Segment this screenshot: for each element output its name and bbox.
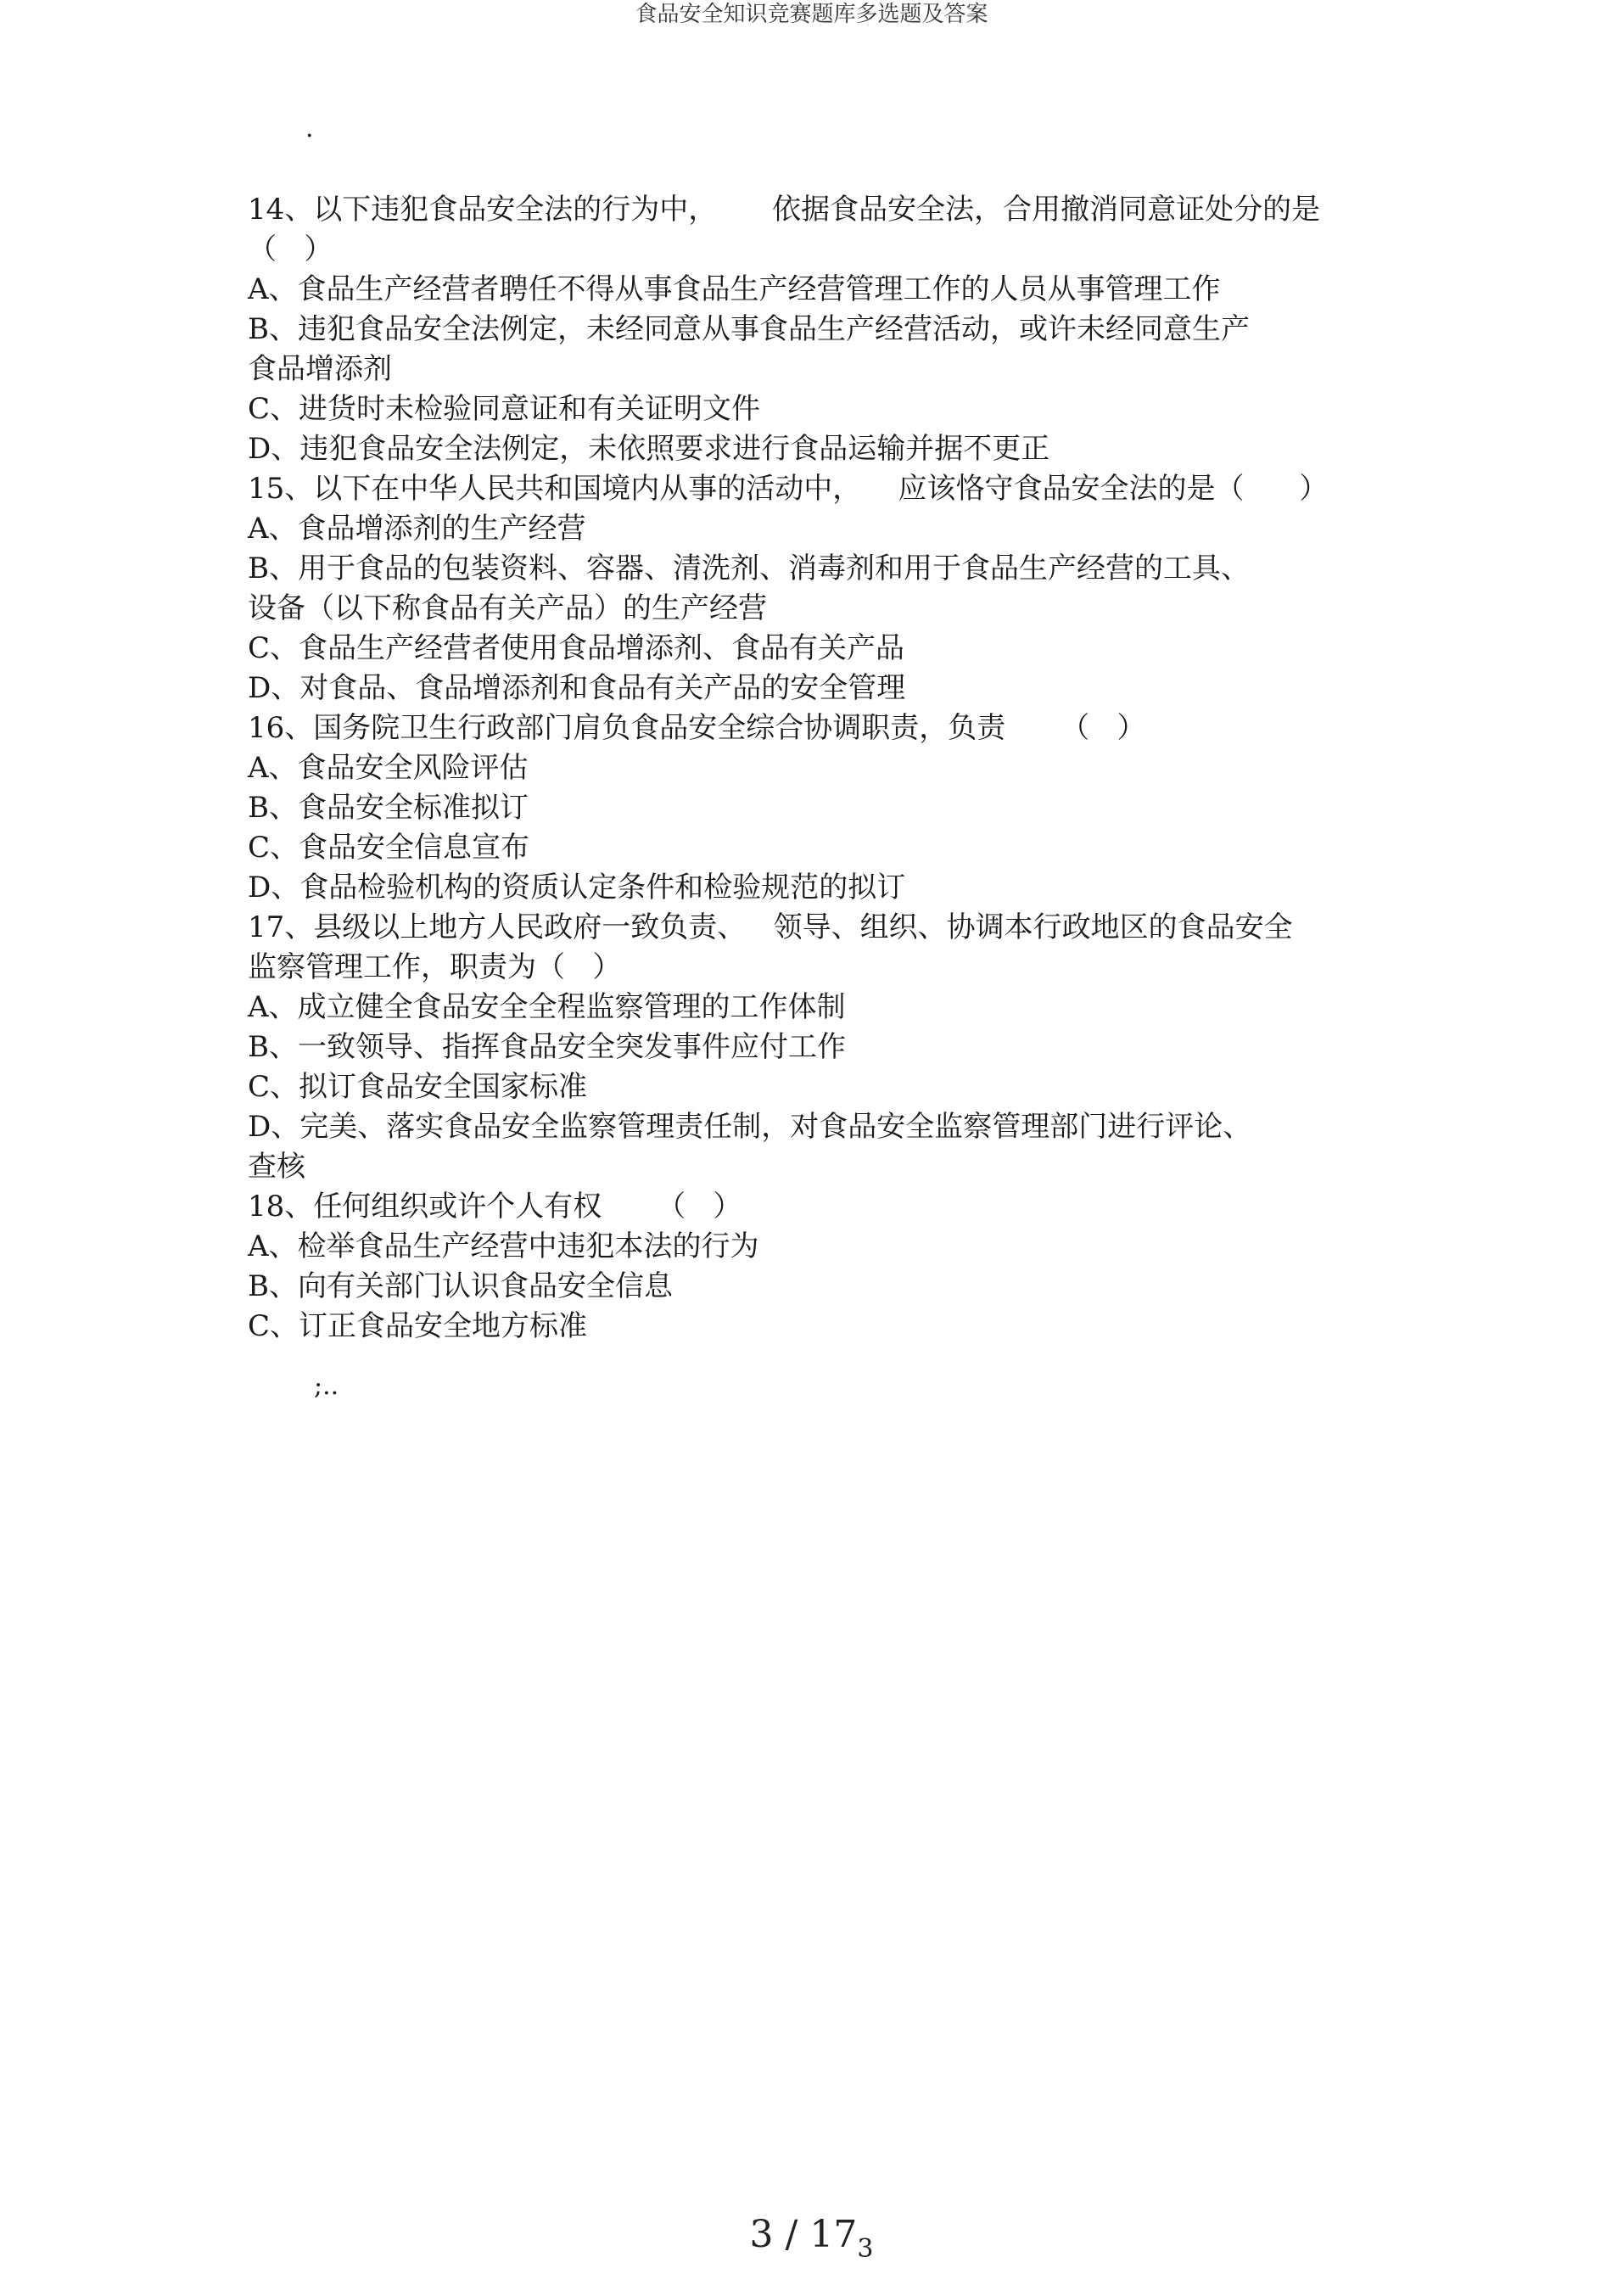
text-line: A、食品生产经营者聘任不得从事食品生产经营管理工作的人员从事管理工作 <box>248 272 1221 306</box>
text-line: C、进货时未检验同意证和有关证明文件 <box>248 392 761 426</box>
text-line: D、完美、落实食品安全监察管理责任制，对食品安全监察管理部门进行评论、 <box>248 1110 1252 1144</box>
text-line: （ ） <box>248 232 333 266</box>
text-line: 15、以下在中华人民共和国境内从事的活动中， 应该恪守食品安全法的是（ ） <box>248 472 1329 506</box>
page-current: 3 <box>749 2213 774 2256</box>
text-line: 16、国务院卫生行政部门肩负食品安全综合协调职责，负责 （ ） <box>248 711 1146 745</box>
text-line: C、食品生产经营者使用食品增添剂、食品有关产品 <box>248 631 905 665</box>
text-line: A、食品增添剂的生产经营 <box>248 512 586 546</box>
text-line: D、违犯食品安全法例定，未依照要求进行食品运输并据不更正 <box>248 432 1050 466</box>
page-total: 17 <box>809 2213 858 2256</box>
text-line: 17、县级以上地方人民政府一致负责、 领导、组织、协调本行政地区的食品安全 <box>248 910 1293 944</box>
top-mark: . <box>305 114 314 143</box>
bottom-mark: ;.. <box>314 1371 339 1401</box>
text-line: B、一致领导、指挥食品安全突发事件应付工作 <box>248 1030 846 1064</box>
document-body <box>248 190 1436 1347</box>
text-line: A、检举食品生产经营中违犯本法的行为 <box>248 1229 759 1263</box>
text-line: A、食品安全风险评估 <box>248 751 529 785</box>
text-line: C、订正食品安全地方标准 <box>248 1309 588 1343</box>
text-line: B、食品安全标准拟订 <box>248 791 529 825</box>
page-separator: / <box>785 2213 798 2256</box>
text-line: 18、任何组织或许个人有权 （ ） <box>248 1190 742 1224</box>
text-line: 查核 <box>248 1150 305 1184</box>
page-sub: 3 <box>857 2234 874 2264</box>
text-line: B、向有关部门认识食品安全信息 <box>248 1269 673 1303</box>
page-number <box>0 2209 1623 2275</box>
text-line: 设备（以下称食品有关产品）的生产经营 <box>248 591 767 625</box>
text-line: 14、以下违犯食品安全法的行为中， 依据食品安全法，合用撤消同意证处分的是 <box>248 193 1321 227</box>
text-line: D、食品检验机构的资质认定条件和检验规范的拟订 <box>248 871 906 904</box>
text-line: D、对食品、食品增添剂和食品有关产品的安全管理 <box>248 671 906 705</box>
text-line: B、违犯食品安全法例定，未经同意从事食品生产经营活动，或许未经同意生产 <box>248 312 1250 346</box>
text-line: B、用于食品的包装资料、容器、清洗剂、消毒剂和用于食品生产经营的工具、 <box>248 552 1250 585</box>
text-line: C、拟订食品安全国家标准 <box>248 1070 588 1104</box>
text-line: 食品增添剂 <box>248 352 392 386</box>
page-header-title: 食品安全知识竞赛题库多选题及答案 <box>635 2 988 27</box>
text-line: 监察管理工作，职责为（ ） <box>248 950 622 984</box>
text-line: A、成立健全食品安全全程监察管理的工作体制 <box>248 990 846 1024</box>
text-line: C、食品安全信息宣布 <box>248 831 530 865</box>
